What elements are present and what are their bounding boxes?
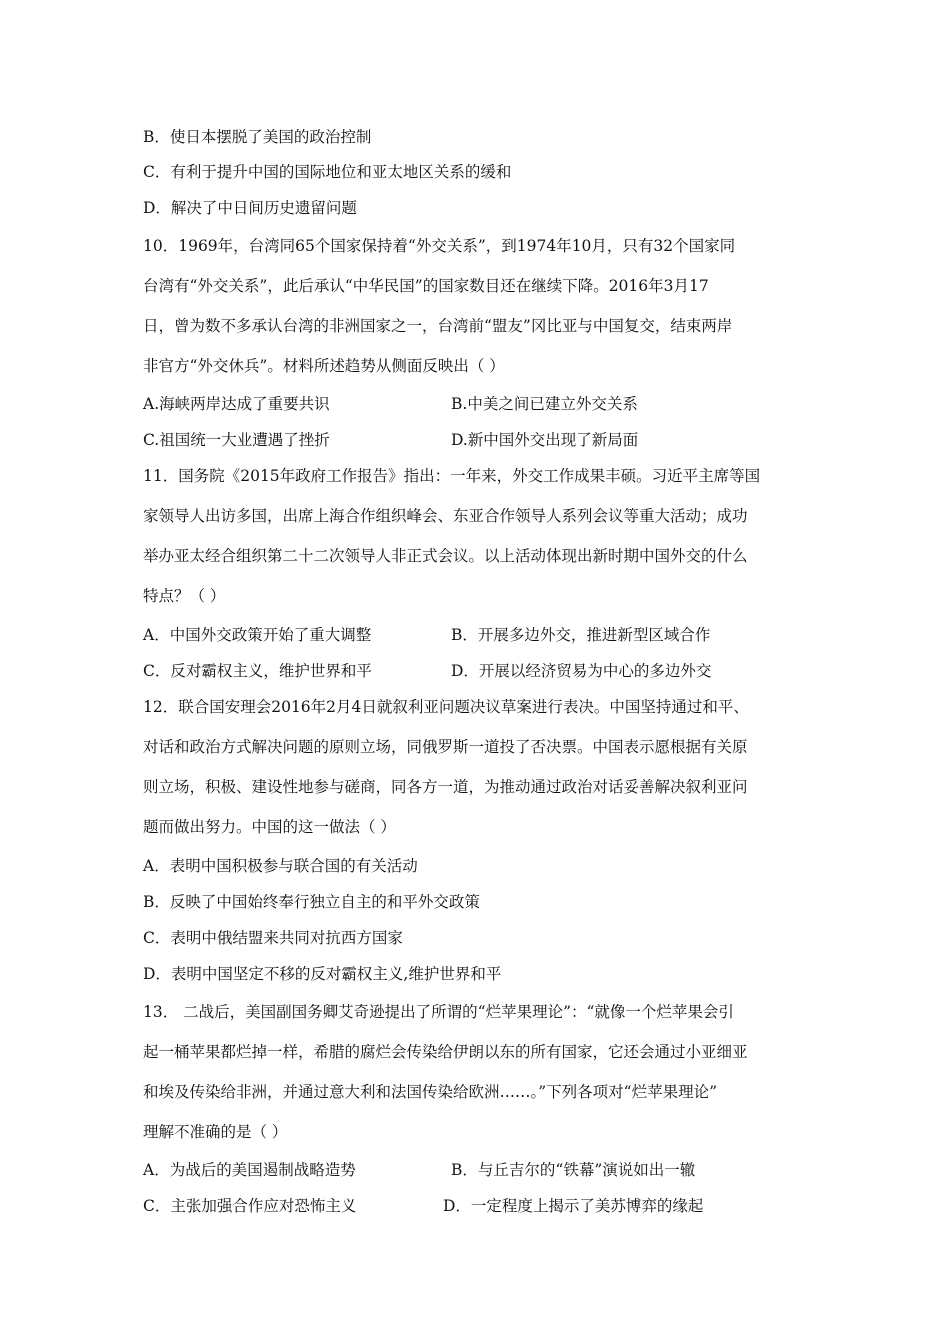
q12-option-a: A．表明中国积极参与联合国的有关活动 [143,857,418,875]
q9-option-d: D．解决了中日间历史遗留问题 [143,199,357,217]
q11-stem-line-1: 11．国务院《2015年政府工作报告》指出：一年来，外交工作成果丰硕。习近平主席等国 [143,467,761,485]
q12-stem-line-3: 则立场，积极、建设性地参与磋商，同各方一道，为推动通过政治对话妥善解决叙利亚问 [143,778,748,796]
q13-stem-line-2: 起一桶苹果都烂掉一样，希腊的腐烂会传染给伊朗以东的所有国家，它还会通过小亚细亚 [143,1043,748,1061]
q13-option-b: B．与丘吉尔的“铁幕”演说如出一辙 [451,1161,696,1179]
q10-stem-line-1: 10．1969年，台湾同65个国家保持着“外交关系”，到1974年10月，只有32个国家同 [143,237,736,255]
q10-stem-line-2: 台湾有“外交关系”，此后承认“中华民国”的国家数目还在继续下降。2016年3月17 [143,277,709,295]
q13-option-a: A．为战后的美国遏制战略造势 [143,1161,356,1179]
q10-option-c: C.祖国统一大业遭遇了挫折 [143,431,330,449]
q12-option-c: C．表明中俄结盟来共同对抗西方国家 [143,929,403,947]
q12-stem-line-4: 题而做出努力。中国的这一做法（ ） [143,818,396,836]
q11-option-b: B．开展多边外交，推进新型区域合作 [451,626,711,644]
q10-stem-line-3: 日，曾为数不多承认台湾的非洲国家之一，台湾前“盟友”冈比亚与中国复交，结束两岸 [143,317,733,335]
q10-option-a: A.海峡两岸达成了重要共识 [143,395,330,413]
q11-stem-line-4: 特点？（ ） [143,587,226,605]
q11-option-c: C．反对霸权主义，维护世界和平 [143,662,372,680]
q9-option-b: B．使日本摆脱了美国的政治控制 [143,128,372,146]
q10-option-d: D.新中国外交出现了新局面 [451,431,639,449]
q13-option-d: D．一定程度上揭示了美苏博弈的缘起 [443,1197,704,1215]
q11-option-d: D．开展以经济贸易为中心的多边外交 [451,662,712,680]
q10-option-b: B.中美之间已建立外交关系 [451,395,638,413]
q12-stem-line-2: 对话和政治方式解决问题的原则立场，同俄罗斯一道投了否决票。中国表示愿根据有关原 [143,738,748,756]
q11-stem-line-3: 举办亚太经合组织第二十二次领导人非正式会议。以上活动体现出新时期中国外交的什么 [143,547,748,565]
q11-option-a: A．中国外交政策开始了重大调整 [143,626,372,644]
q13-option-c: C．主张加强合作应对恐怖主义 [143,1197,357,1215]
q12-option-d: D．表明中国坚定不移的反对霸权主义,维护世界和平 [143,965,502,983]
q13-stem-line-4: 理解不准确的是（ ） [143,1123,288,1141]
q10-stem-line-4: 非官方“外交休兵”。材料所述趋势从侧面反映出（ ） [143,357,505,375]
q13-stem-line-3: 和埃及传染给非洲，并通过意大利和法国传染给欧洲……。”下列各项对“烂苹果理论” [143,1083,718,1101]
q13-stem-line-1: 13． 二战后，美国副国务卿艾奇逊提出了所谓的“烂苹果理论”：“就像一个烂苹果会引 [143,1003,734,1021]
q12-option-b: B．反映了中国始终奉行独立自主的和平外交政策 [143,893,480,911]
q9-option-c: C．有利于提升中国的国际地位和亚太地区关系的缓和 [143,163,512,181]
q11-stem-line-2: 家领导人出访多国，出席上海合作组织峰会、东亚合作领导人系列会议等重大活动；成功 [143,507,748,525]
q12-stem-line-1: 12．联合国安理会2016年2月4日就叙利亚问题决议草案进行表决。中国坚持通过和平、 [143,698,749,716]
